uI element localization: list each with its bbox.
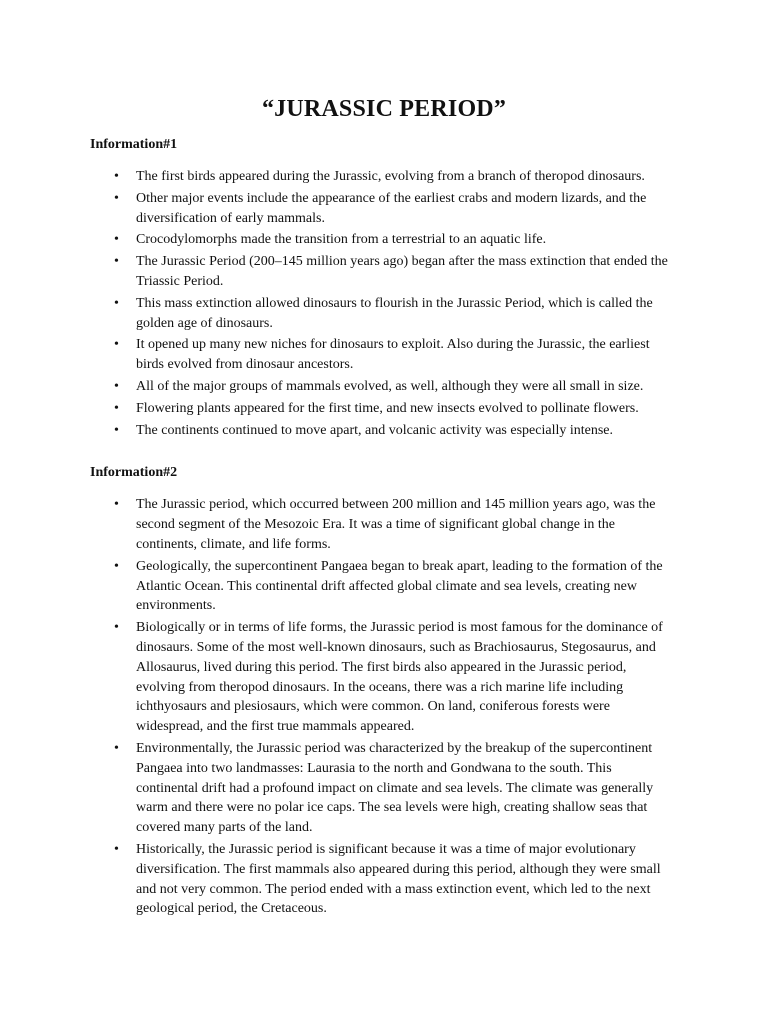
- list-item: [90, 557, 668, 616]
- list-item-text: The Jurassic Period (200–145 million years ago) began after the mass extinction that ended the Triassic Period.: [136, 254, 668, 289]
- list-item: [90, 399, 668, 419]
- list-item: [90, 495, 668, 554]
- list-item-text: Historically, the Jurassic period is significant because it was a time of major evolutionary diversification. The first mammals also appeared during this period, although they were small and not very common. The period ended with a mass extinction event, which led to the next geological period, the Cretaceous.: [136, 841, 661, 917]
- list-item: [90, 252, 668, 292]
- section-heading-information-2: Information#2: [90, 465, 178, 481]
- bullet-list-information-2: [90, 495, 678, 919]
- bullet-icon: •: [114, 190, 119, 206]
- list-item: [90, 189, 668, 229]
- list-item: [90, 739, 668, 838]
- list-item-text: The Jurassic period, which occurred between 200 million and 145 million years ago, was the second segment of the Mesozoic Era. It was a time of significant global change in the continents, climate, and life forms.: [136, 497, 656, 552]
- list-item-text: Other major events include the appearance of the earliest crabs and modern lizards, and the diversification of early mammals.: [136, 190, 647, 226]
- bullet-icon: •: [114, 497, 119, 513]
- bullet-icon: •: [114, 169, 119, 184]
- section-heading-information-1: Information#1: [90, 137, 178, 152]
- bullet-icon: •: [114, 841, 119, 857]
- list-item: [90, 294, 668, 334]
- list-item: [90, 167, 668, 187]
- bullet-icon: •: [114, 558, 119, 574]
- list-item: [90, 421, 668, 441]
- list-item-text: Crocodylomorphs made the transition from a terrestrial to an aquatic life.: [136, 232, 547, 248]
- bullet-icon: •: [114, 422, 119, 438]
- bullet-icon: •: [114, 740, 119, 756]
- bullet-icon: •: [114, 400, 119, 416]
- bullet-icon: •: [114, 232, 119, 248]
- list-item-text: It opened up many new niches for dinosaurs to exploit. Also during the Jurassic, the earliest birds evolved from dinosaur ancestors.: [136, 337, 650, 373]
- bullet-icon: •: [114, 620, 119, 636]
- list-item: [90, 377, 668, 397]
- list-item: [90, 335, 668, 375]
- list-item-text: Flowering plants appeared for the first time, and new insects evolved to pollinate flowers.: [136, 400, 639, 416]
- list-item-text: Biologically or in terms of life forms, the Jurassic period is most famous for the dominance of dinosaurs. Some of the most well-known dinosaurs, such as Brachiosaurus, Stegosaurus, and Allosaurus, lived during this period. The first birds also appeared in the Jurassic period, evolving from theropod dinosaurs. In the oceans, there was a rich marine life including ichthyosaurs and plesiosaurs, which were common. On land, coniferous forests were widespread, and the first true mammals appeared.: [136, 620, 663, 735]
- list-item-text: Environmentally, the Jurassic period was characterized by the breakup of the supercontinent Pangaea into two landmasses: Laurasia to the north and Gondwana to the south. This continental drift had a profound impact on climate and sea levels. The climate was generally warm and there were no polar ice caps. The sea levels were high, creating shallow seas that covered many parts of the land.: [136, 740, 654, 836]
- bullet-icon: •: [114, 337, 119, 353]
- list-item-text: The first birds appeared during the Jurassic, evolving from a branch of theropod dinosaurs.: [136, 169, 645, 184]
- bullet-icon: •: [114, 254, 119, 270]
- list-item: [90, 618, 668, 737]
- list-item-text: This mass extinction allowed dinosaurs to flourish in the Jurassic Period, which is called the golden age of dinosaurs.: [136, 295, 653, 331]
- list-item: [90, 230, 668, 250]
- list-item: [90, 840, 668, 919]
- bullet-icon: •: [114, 378, 119, 394]
- document-title: “JURASSIC PERIOD”: [261, 96, 507, 122]
- bullet-icon: •: [114, 295, 119, 311]
- bullet-list-information-1: [90, 167, 678, 440]
- list-item-text: The continents continued to move apart, and volcanic activity was especially intense.: [136, 422, 614, 438]
- list-item-text: Geologically, the supercontinent Pangaea began to break apart, leading to the formation of the Atlantic Ocean. This continental drift affected global climate and sea levels, creating new environments.: [136, 558, 663, 614]
- list-item-text: All of the major groups of mammals evolved, as well, although they were all small in size.: [136, 378, 644, 394]
